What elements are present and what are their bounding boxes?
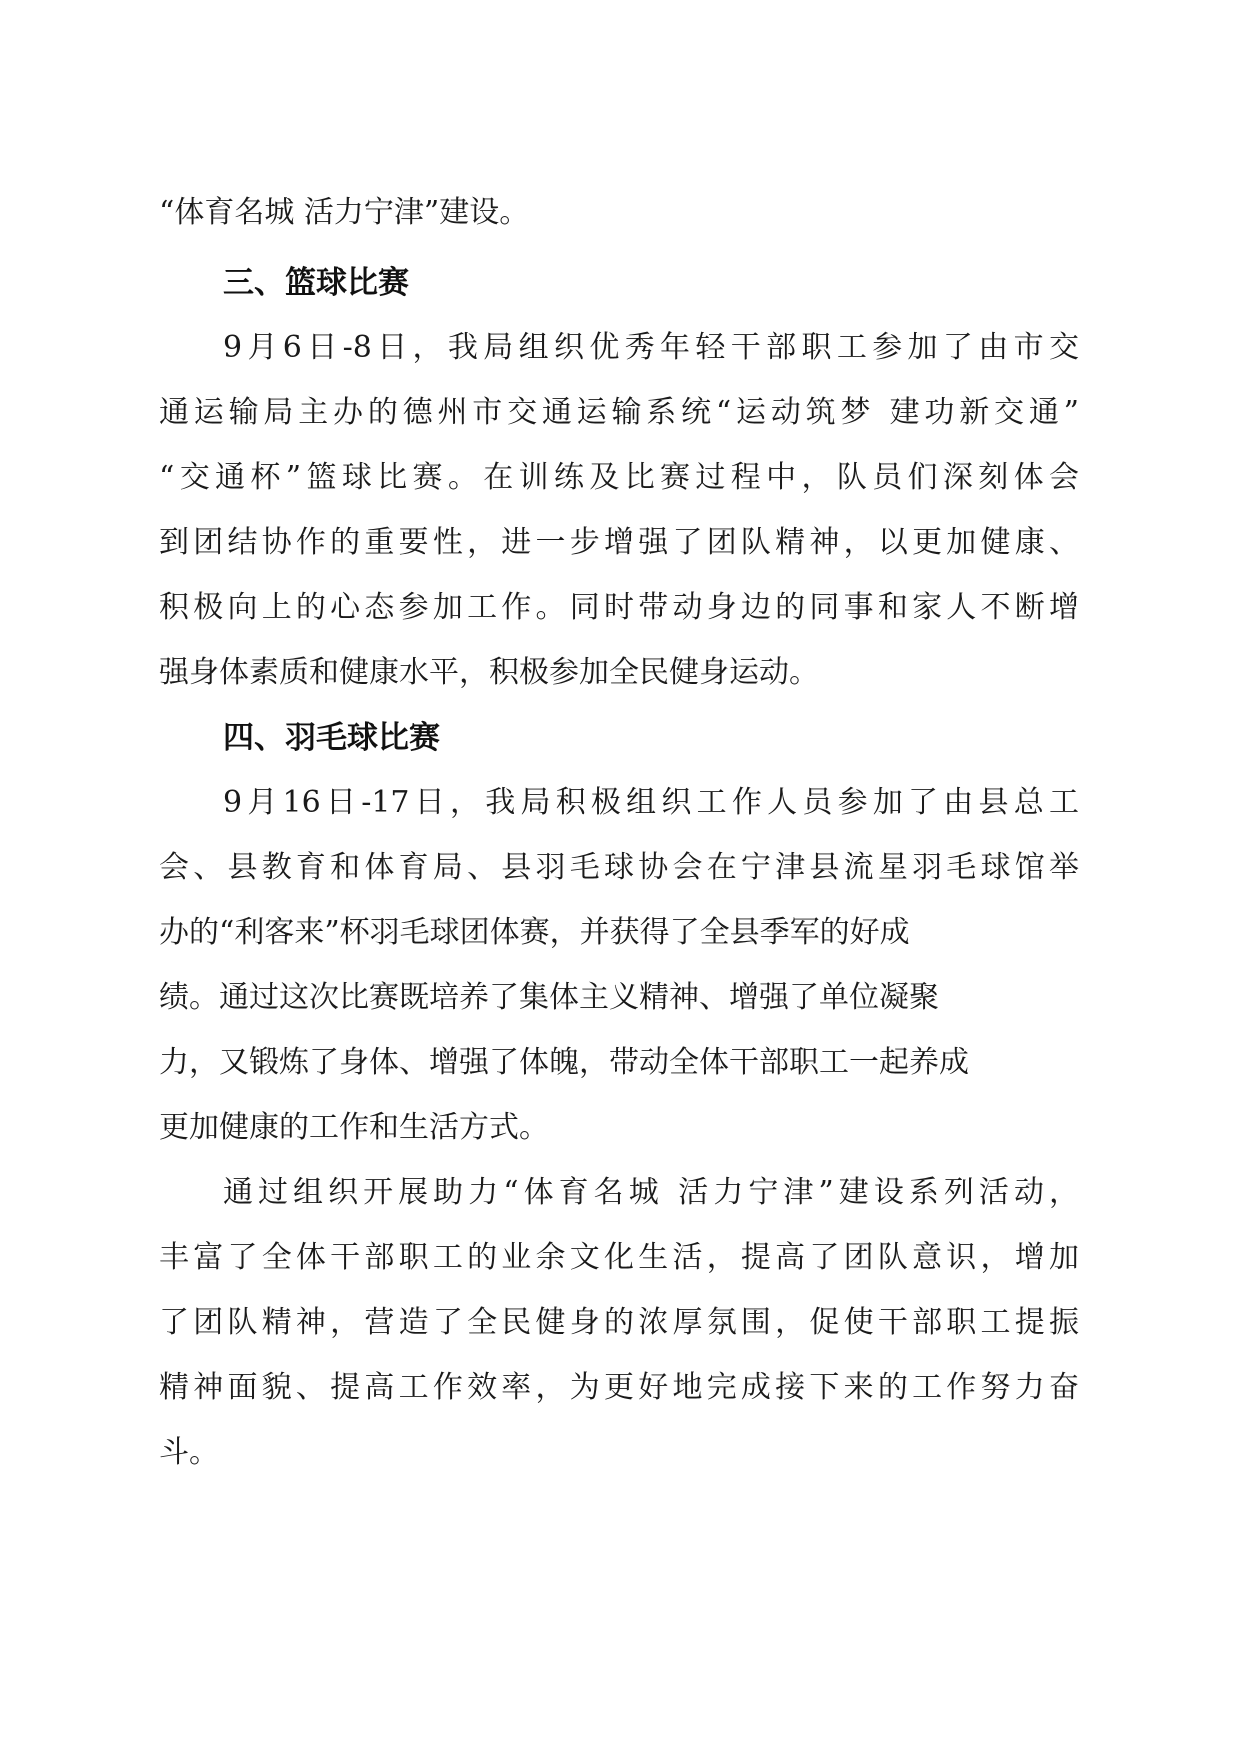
section-heading-badminton: 四、羽毛球比赛 (223, 720, 440, 756)
paragraph-line: 9月6日-8日，我局组织优秀年轻干部职工参加了由市交 (223, 330, 1079, 365)
paragraph-line: 会、县教育和体育局、县羽毛球协会在宁津县流星羽毛球馆举 (159, 850, 1079, 885)
paragraph-line: 9月16日-17日，我局积极组织工作人员参加了由县总工 (223, 785, 1079, 820)
paragraph-line: 积极向上的心态参加工作。同时带动身边的同事和家人不断增 (159, 590, 1079, 625)
paragraph-line: 精神面貌、提高工作效率，为更好地完成接下来的工作努力奋 (159, 1370, 1079, 1405)
intro-line: “体育名城 活力宁津”建设。 (159, 195, 530, 230)
paragraph-line: 绩。通过这次比赛既培养了集体主义精神、增强了单位凝聚 (159, 980, 939, 1015)
paragraph-line: 通过组织开展助力“体育名城 活力宁津”建设系列活动， (223, 1175, 1079, 1210)
paragraph-line: 办的“利客来”杯羽毛球团体赛，并获得了全县季军的好成 (159, 915, 910, 950)
paragraph-line: 更加健康的工作和生活方式。 (159, 1110, 549, 1145)
paragraph-line: 了团队精神，营造了全民健身的浓厚氛围，促使干部职工提振 (159, 1305, 1079, 1340)
paragraph-line: 强身体素质和健康水平，积极参加全民健身运动。 (159, 655, 819, 690)
paragraph-line: 力，又锻炼了身体、增强了体魄，带动全体干部职工一起养成 (159, 1045, 969, 1080)
paragraph-line: 斗。 (159, 1435, 219, 1470)
paragraph-line: “交通杯”篮球比赛。在训练及比赛过程中，队员们深刻体会 (159, 460, 1079, 495)
paragraph-line: 通运输局主办的德州市交通运输系统“运动筑梦 建功新交通” (159, 395, 1079, 430)
paragraph-line: 到团结协作的重要性，进一步增强了团队精神，以更加健康、 (159, 525, 1079, 560)
section-heading-basketball: 三、篮球比赛 (223, 265, 409, 301)
paragraph-line: 丰富了全体干部职工的业余文化生活，提高了团队意识，增加 (159, 1240, 1079, 1275)
